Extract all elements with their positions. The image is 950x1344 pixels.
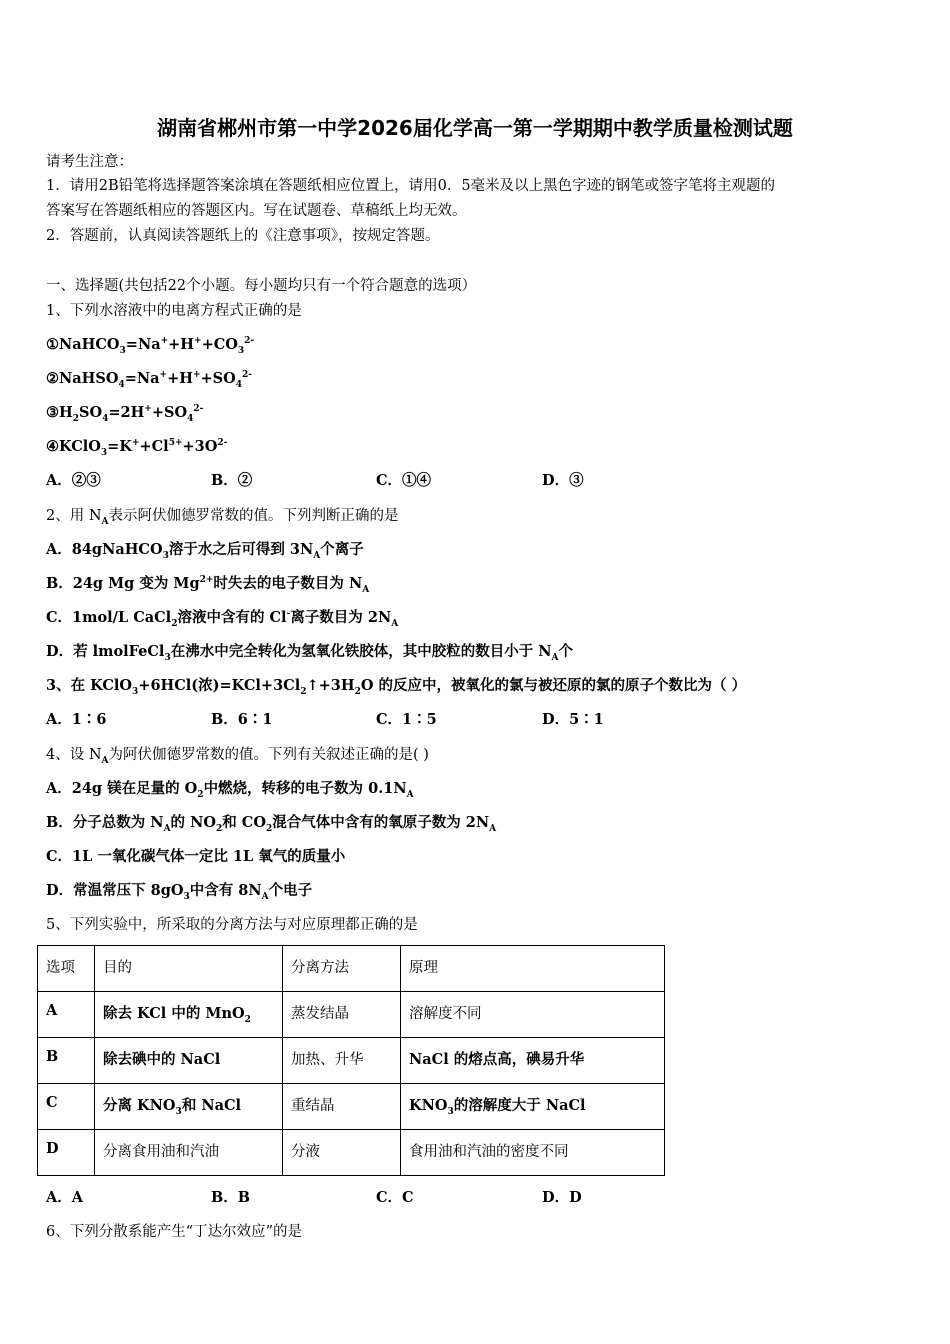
table-row [38, 992, 665, 1038]
q4-option-c[interactable]: C．1L 一氧化碳气体一定比 1L 氧气的质量小 [46, 848, 346, 865]
q2-option-d[interactable]: D．若 lmolFeCl$_3$在沸水中完全转化为氢氧化铁胶体，其中胶粒的数目小于 $N_A$个 [46, 643, 573, 663]
cell-goal: 分离食用油和汽油 [95, 1130, 283, 1176]
q4-option-b[interactable]: B．分子总数为 $N_A$的 $NO_2$和 $CO_2$混合气体中含有的氧原子数为 $2N_A$ [46, 814, 497, 834]
notice-line-1: 1．请用2B铅笔将选择题答案涂填在答题纸相应位置上，请用0．5毫米及以上黑色字迹的钢笔或签字笔将主观题的 [46, 178, 776, 194]
cell-goal: 除去 KCl 中的 MnO$_2$ [95, 992, 283, 1038]
exam-title: 湖南省郴州市第一中学2026届化学高一第一学期期中教学质量检测试题 [157, 116, 793, 140]
q1-item-1: $①NaHCO_3=Na^++H^++CO_3^{2-}$ [46, 336, 255, 356]
cell-option: B [38, 1038, 95, 1084]
q2-option-b[interactable]: B．24g Mg 变为 $Mg^{2+}$时失去的电子数目为 $N_A$ [46, 575, 370, 595]
cell-option: D [38, 1130, 95, 1176]
table-row [38, 1038, 665, 1084]
q1-option-b[interactable]: B．② [211, 472, 253, 489]
question-3-stem: 3、在 KClO$_3$+6HCl(浓)$=KCl+3Cl_2↑+3H_2O$ 的反应中，被氧化的氯与被还原的氯的原子个数比为（ ） [46, 677, 747, 697]
header-goal: 目的 [95, 946, 283, 992]
cell-method: 加热、升华 [283, 1038, 401, 1084]
question-4-stem: 4、设 $N_A$为阿伏伽德罗常数的值。下列有关叙述正确的是( ) [46, 747, 429, 766]
notice-line-3: 2．答题前，认真阅读答题纸上的《注意事项》，按规定答题。 [46, 228, 440, 244]
notice-heading: 请考生注意： [46, 154, 133, 170]
cell-option: A [38, 992, 95, 1038]
q5-option-c[interactable]: C．C [376, 1189, 414, 1206]
q5-option-b[interactable]: B．B [211, 1189, 251, 1206]
q1-option-a[interactable]: A．②③ [46, 472, 101, 489]
q5-option-a[interactable]: A．A [46, 1189, 84, 1206]
q3-option-b[interactable]: B．6∶1 [211, 711, 273, 728]
q2-option-c[interactable]: C．1mol/L CaCl$_2$溶液中含有的 Cl-离子数目为 $2N_A$ [46, 609, 399, 629]
q1-option-d[interactable]: D．③ [542, 472, 584, 489]
cell-principle: $KNO_3$的溶解度大于 NaCl [401, 1084, 665, 1130]
q3-option-a[interactable]: A．1∶6 [46, 711, 107, 728]
q5-option-d[interactable]: D．D [542, 1189, 582, 1206]
q1-item-2: $②NaHSO_4=Na^++H^++SO_4^{2-}$ [46, 370, 253, 390]
cell-option: C [38, 1084, 95, 1130]
question-1-stem: 1、下列水溶液中的电离方程式正确的是 [46, 303, 302, 319]
cell-method: 蒸发结晶 [283, 992, 401, 1038]
cell-principle: NaCl 的熔点高，碘易升华 [401, 1038, 665, 1084]
q1-item-4: $④KClO_3=K^++Cl^{5+}+3O^{2-}$ [46, 438, 228, 458]
q1-item-3: $③H_2SO_4=2H^++SO_4^{2-}$ [46, 404, 204, 424]
notice-line-2: 答案写在答题纸相应的答题区内。写在试题卷、草稿纸上均无效。 [46, 203, 467, 219]
question-5-stem: 5、下列实验中，所采取的分离方法与对应原理都正确的是 [46, 917, 418, 933]
cell-method: 重结晶 [283, 1084, 401, 1130]
header-principle: 原理 [401, 946, 665, 992]
section-heading: 一、选择题(共包括22个小题。每小题均只有一个符合题意的选项） [46, 278, 477, 294]
question-6-stem: 6、下列分散系能产生“丁达尔效应”的是 [46, 1224, 303, 1240]
q2-option-a[interactable]: A．84gNaHCO$_3$溶于水之后可得到 $3N_A$个离子 [46, 541, 364, 561]
cell-principle: 溶解度不同 [401, 992, 665, 1038]
q4-option-a[interactable]: A．24g 镁在足量的 $O_2$中燃烧，转移的电子数为 $0.1N_A$ [46, 780, 414, 800]
table-row [38, 1084, 665, 1130]
cell-principle: 食用油和汽油的密度不同 [401, 1130, 665, 1176]
cell-method: 分液 [283, 1130, 401, 1176]
cell-goal: 分离 $KNO_3$和 NaCl [95, 1084, 283, 1130]
header-option: 选项 [38, 946, 95, 992]
question-2-stem: 2、用 $N_A$表示阿伏伽德罗常数的值。下列判断正确的是 [46, 508, 399, 527]
table-row [38, 1130, 665, 1176]
separation-table [37, 945, 665, 1176]
q3-option-d[interactable]: D．5∶1 [542, 711, 604, 728]
table-header-row [38, 946, 665, 992]
cell-goal: 除去碘中的 NaCl [95, 1038, 283, 1084]
q3-option-c[interactable]: C．1∶5 [376, 711, 437, 728]
q1-option-c[interactable]: C．①④ [376, 472, 432, 489]
q4-option-d[interactable]: D．常温常压下 $8gO_3$中含有 $8N_A$个电子 [46, 882, 313, 902]
header-method: 分离方法 [283, 946, 401, 992]
